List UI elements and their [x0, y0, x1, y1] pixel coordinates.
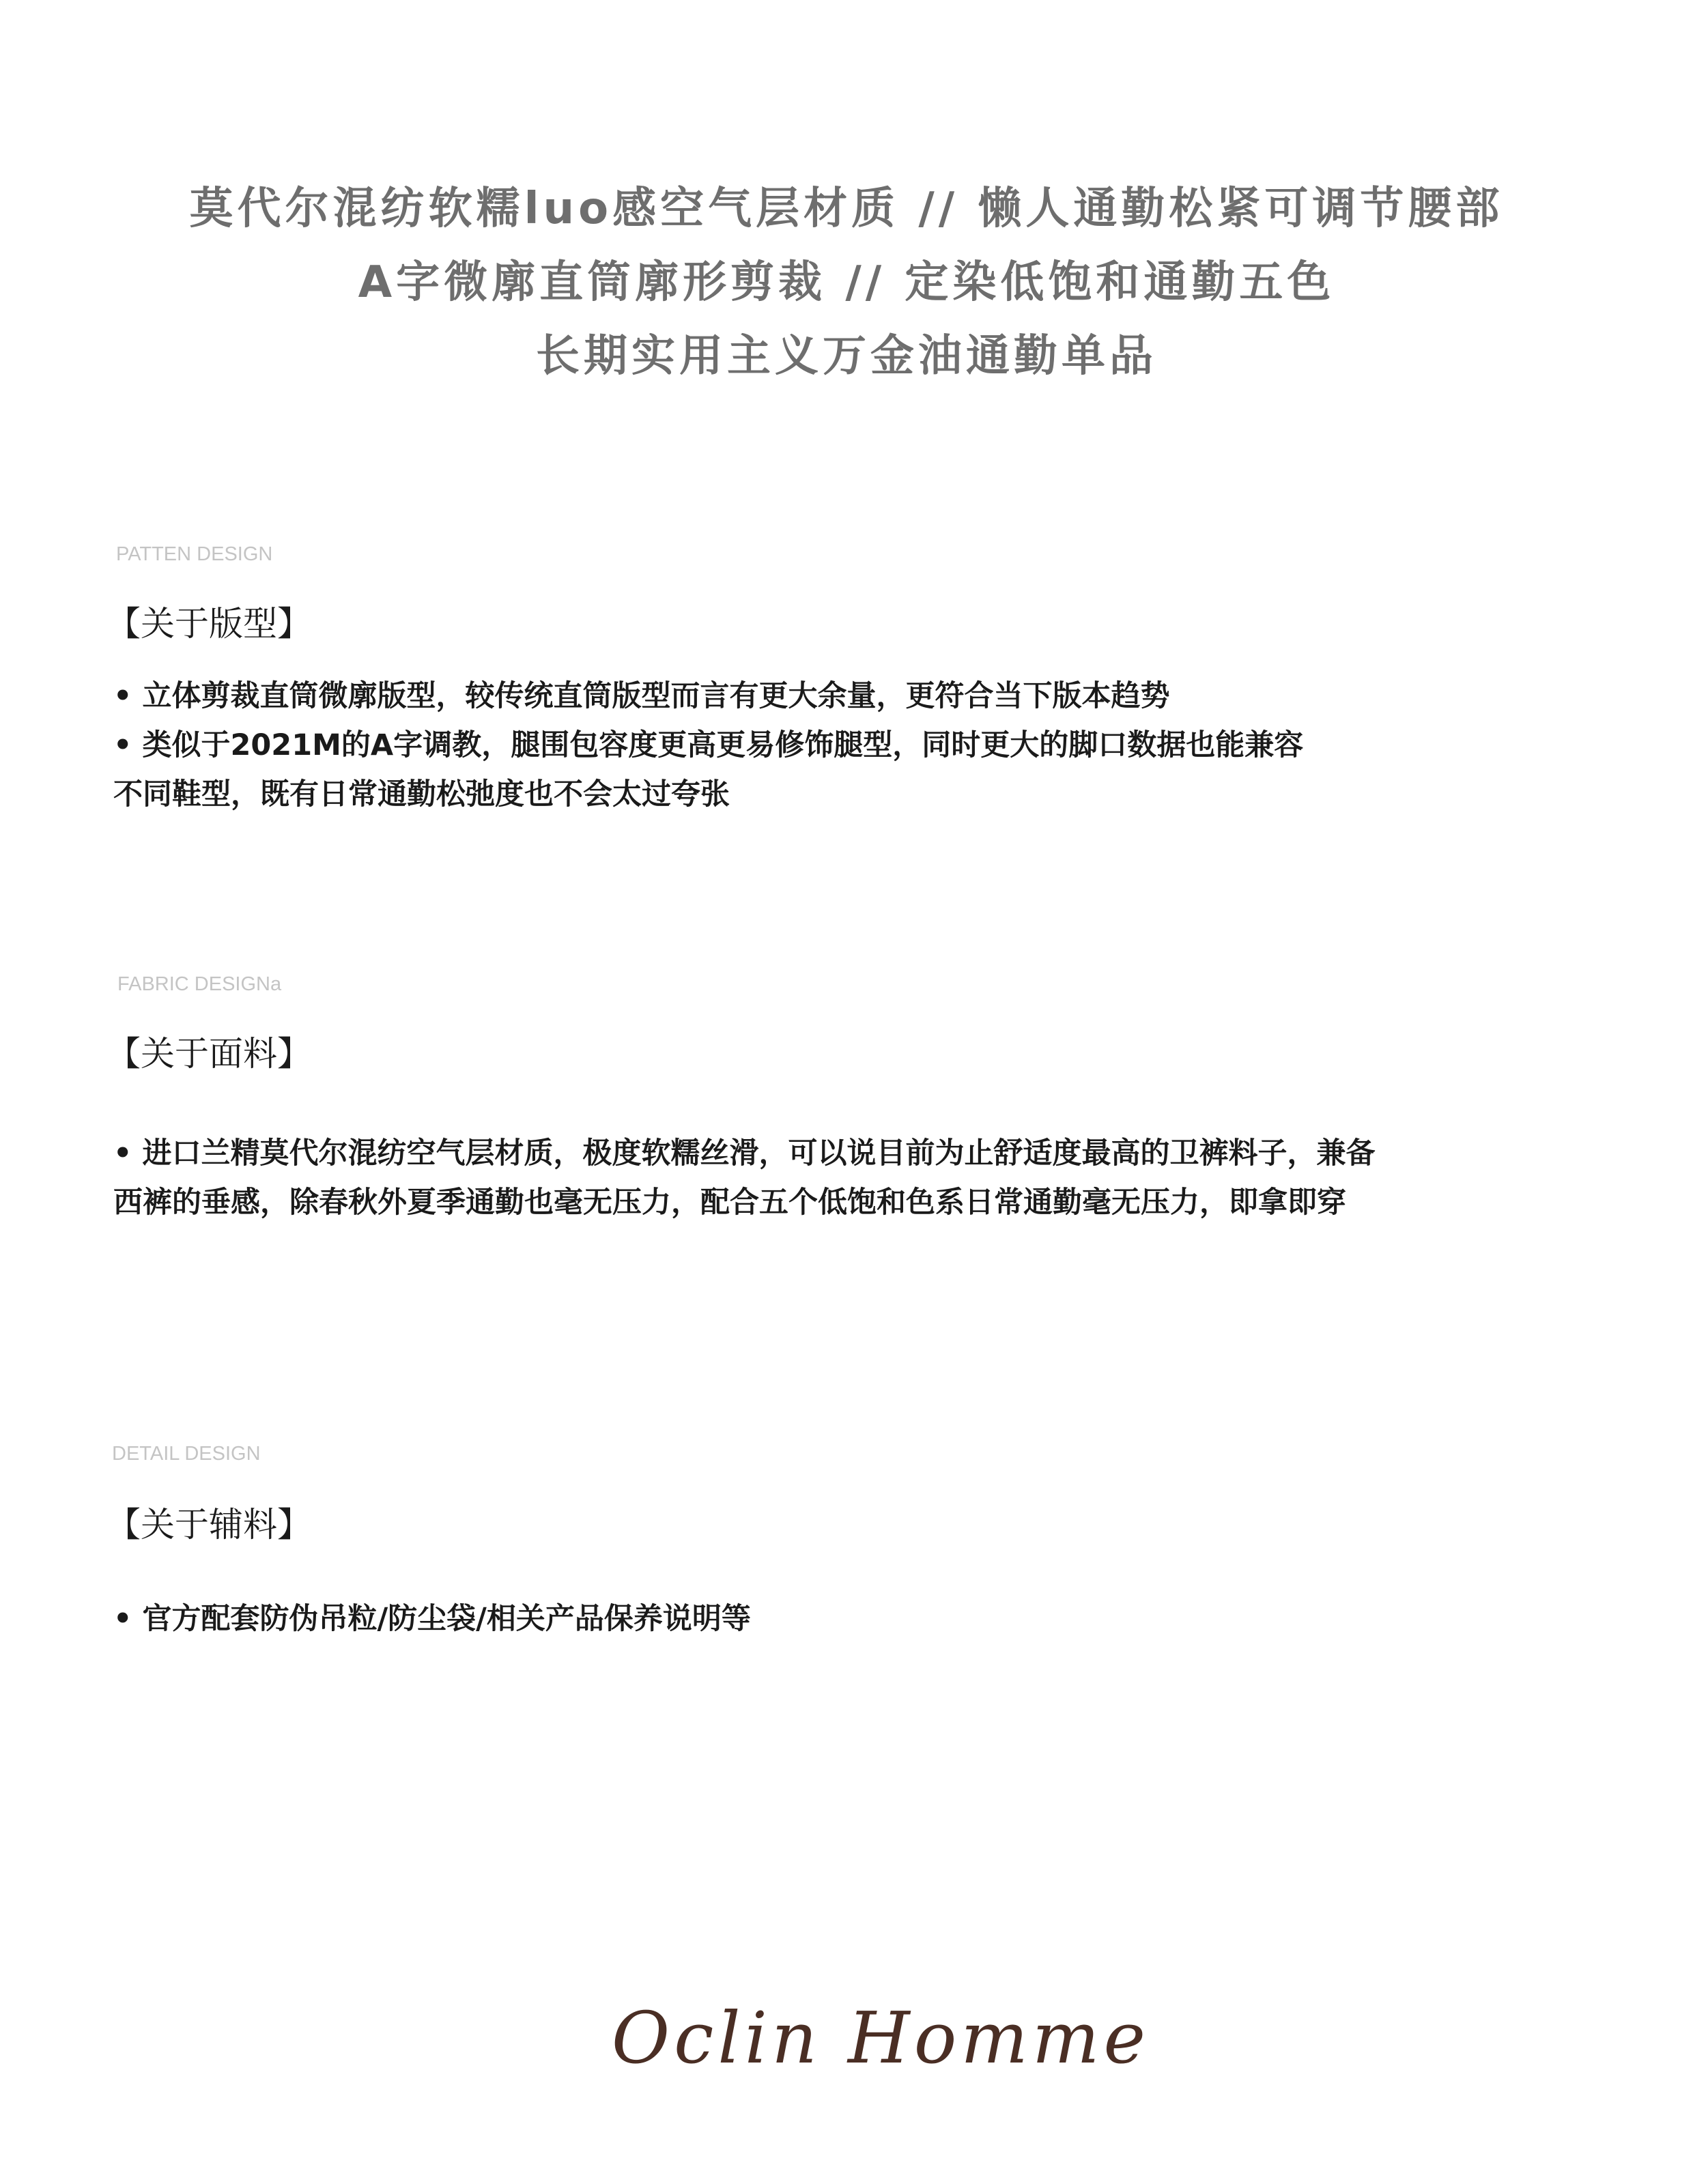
brand-logo-text: Oclin Homme: [611, 1996, 1150, 2080]
fabric-line-1: • 进口兰精莫代尔混纺空气层材质，极度软糯丝滑，可以说目前为止舒适度最高的卫裤料子，兼备: [113, 1136, 1376, 1170]
pattern-section-eyebrow: PATTEN DESIGN: [116, 543, 273, 565]
pattern-section-title: 【关于版型】: [106, 604, 311, 644]
brand-logo: [611, 1986, 1150, 2088]
detail-line-1: • 官方配套防伪吊粒/防尘袋/相关产品保养说明等: [113, 1602, 751, 1636]
header-line-1: 莫代尔混纺软糯luo感空气层材质 // 懒人通勤松紧可调节腰部: [189, 184, 1504, 234]
fabric-section-eyebrow: FABRIC DESIGNa: [117, 973, 282, 995]
header-line-3: 长期实用主义万金油通勤单品: [536, 331, 1157, 382]
detail-section-title: 【关于辅料】: [106, 1505, 311, 1544]
pattern-line-3: 不同鞋型，既有日常通勤松弛度也不会太过夸张: [113, 777, 730, 811]
pattern-line-1: • 立体剪裁直筒微廓版型，较传统直筒版型而言有更大余量，更符合当下版本趋势: [113, 679, 1170, 713]
page-header: [0, 172, 1693, 393]
pattern-section-body: [113, 672, 1303, 819]
detail-section-body: [113, 1594, 751, 1643]
fabric-section-body: [113, 1129, 1375, 1227]
detail-section-eyebrow: DETAIL DESIGN: [112, 1443, 261, 1465]
header-line-2: A字微廓直筒廓形剪裁 // 定染低饱和通勤五色: [358, 257, 1335, 308]
fabric-line-2: 西裤的垂感，除春秋外夏季通勤也毫无压力，配合五个低饱和色系日常通勤毫无压力，即拿即穿: [113, 1186, 1346, 1220]
pattern-line-2: • 类似于2021M的A字调教，腿围包容度更高更易修饰腿型，同时更大的脚口数据也能兼容: [113, 728, 1304, 762]
fabric-section-title: 【关于面料】: [106, 1034, 311, 1074]
